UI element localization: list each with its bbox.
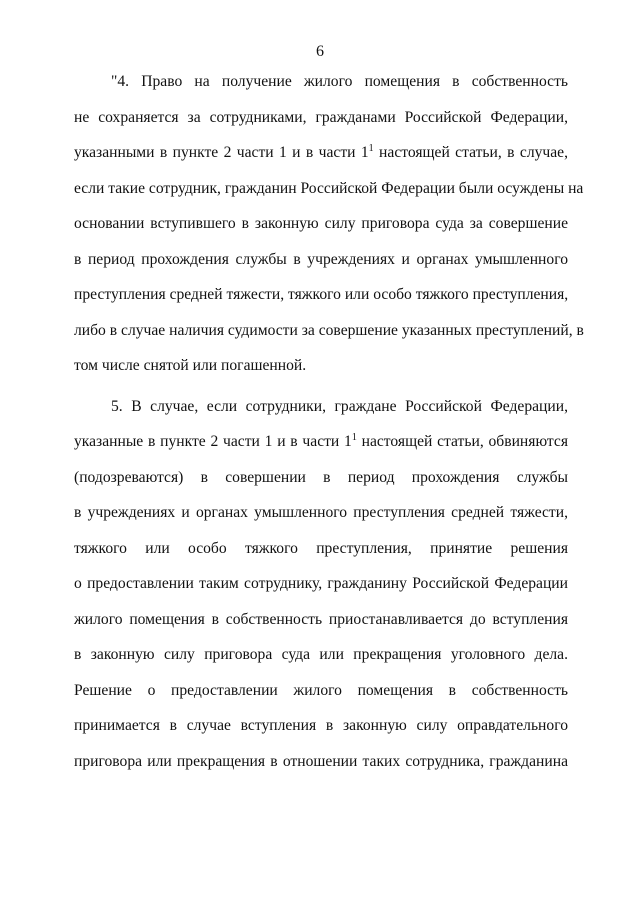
text-fragment: настоящей статьи, в случае, (373, 144, 568, 161)
document-body (74, 64, 584, 779)
text-line: принимается в случае вступления в законную силу оправдательного (74, 717, 568, 734)
text-fragment: указанные в пункте 2 части 1 и в части 1 (74, 433, 352, 450)
text-line: Решение о предоставлении жилого помещения в собственность (74, 681, 568, 699)
text-line: том числе снятой или погашенной. (74, 357, 307, 374)
text-line: в период прохождения службы в учреждениях и органах умышленного (74, 250, 568, 268)
text-line: тяжкого или особо тяжкого преступления, принятие решения (74, 539, 568, 557)
text-line: преступления средней тяжести, тяжкого или особо тяжкого преступления, (74, 286, 569, 303)
text-line: (подозреваются) в совершении в период прохождения службы (74, 468, 568, 486)
superscript: 1 (351, 432, 357, 443)
text-line: не сохраняется за сотрудниками, гражданами Российской Федерации, (74, 108, 568, 126)
text-line: "4. Право на получение жилого помещения в собственность (111, 73, 568, 90)
page-number: 6 (316, 43, 324, 60)
text-line: 5. В случае, если сотрудники, граждане Российской Федерации, (111, 397, 568, 415)
text-line: о предоставлении таким сотруднику, гражданину Российской Федерации (74, 575, 568, 592)
text-line: в учреждениях и органах умышленного преступления средней тяжести, (74, 504, 568, 521)
text-fragment: указанными в пункте 2 части 1 и в части 1 (74, 144, 369, 161)
paragraph-5 (74, 389, 568, 780)
text-line: основании вступившего в законную силу приговора суда за совершение (74, 215, 568, 232)
paragraph-4 (74, 64, 584, 384)
text-line: жилого помещения в собственность приостанавливается до вступления (74, 610, 568, 628)
text-line: в законную силу приговора суда или прекращения уголовного дела. (74, 646, 568, 663)
text-fragment: настоящей статьи, обвиняются (356, 433, 568, 450)
text-line: приговора или прекращения в отношении таких сотрудника, гражданина (74, 752, 568, 770)
text-line: если такие сотрудник, гражданин Российской Федерации были осуждены на (74, 179, 584, 197)
text-line (74, 135, 568, 171)
text-line (74, 424, 568, 460)
text-line: либо в случае наличия судимости за совершение указанных преступлений, в (74, 321, 584, 339)
superscript: 1 (368, 143, 374, 154)
